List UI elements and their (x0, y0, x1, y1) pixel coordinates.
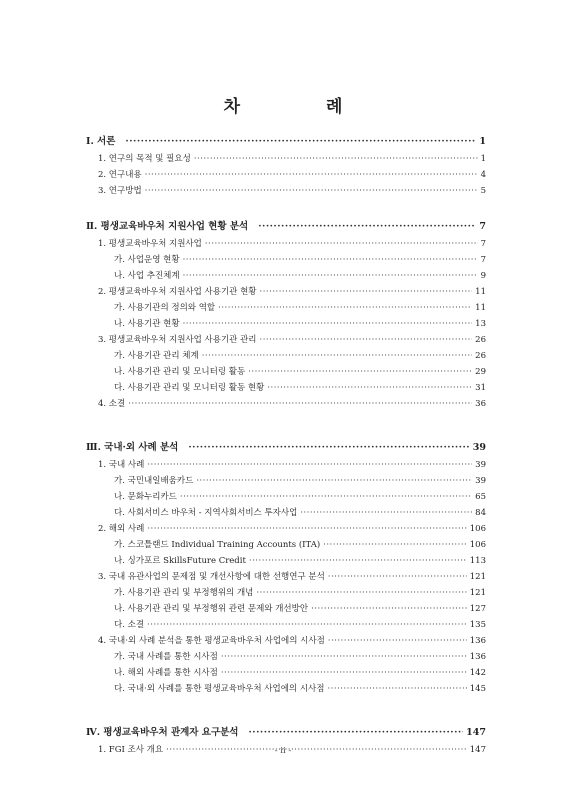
toc-leader-dots (260, 284, 473, 300)
toc-leader-dots (147, 521, 466, 537)
toc-item-label: 3. 연구방법 (98, 186, 142, 196)
toc-item-label: 가. 국민내일배움카드 (114, 476, 194, 486)
section-spacer (86, 199, 486, 218)
toc-subitem[interactable] (86, 601, 486, 617)
toc-item-label: 2. 평생교육바우처 지원사업 사용기관 현황 (98, 287, 257, 297)
toc-leader-dots (221, 649, 467, 665)
toc-leader-dots (145, 167, 478, 183)
toc-subitem[interactable] (86, 681, 486, 697)
toc-item[interactable] (86, 457, 486, 473)
toc-leader-dots (202, 348, 472, 364)
toc-page-number: 31 (475, 383, 486, 393)
toc-page-number: 136 (469, 652, 486, 662)
toc-subitem[interactable] (86, 380, 486, 396)
toc-item-label: 나. 문화누리카드 (114, 492, 177, 502)
toc-page-number: 29 (475, 367, 486, 377)
toc-leader-dots (183, 252, 478, 268)
toc-page-number: 11 (475, 303, 486, 313)
toc-page-number: 142 (469, 668, 486, 678)
toc-page-number: 39 (475, 460, 486, 470)
toc-page-number: 121 (469, 572, 486, 582)
toc-subitem[interactable] (86, 537, 486, 553)
toc-section-label: Ⅰ. 서론 (86, 136, 116, 147)
page-number: - ii - (274, 746, 292, 756)
toc-item-label: 1. FGI 조사 개요 (98, 745, 164, 755)
toc-leader-dots (249, 724, 464, 742)
toc-leader-dots (327, 681, 466, 697)
toc-page-number: 36 (475, 399, 486, 409)
toc-leader-dots (328, 633, 467, 649)
toc-page-number: 7 (480, 239, 486, 249)
toc-subitem[interactable] (86, 268, 486, 284)
section-spacer (86, 412, 486, 439)
toc-item-label: 나. 싱가포르 SkillsFuture Credit (114, 556, 246, 566)
toc-subitem[interactable] (86, 473, 486, 489)
toc-page-number: 135 (469, 620, 486, 630)
toc-subitem[interactable] (86, 252, 486, 268)
toc-item-label: 2. 해외 사례 (98, 524, 145, 534)
toc-leader-dots (196, 473, 472, 489)
toc-page-number: 127 (469, 604, 486, 614)
toc-leader-dots (256, 585, 466, 601)
toc-section-label: Ⅲ. 국내·외 사례 분석 (86, 442, 179, 453)
toc-item-label: 가. 사용기관 관리 체계 (114, 351, 199, 361)
toc-item[interactable] (86, 167, 486, 183)
toc-leader-dots (180, 489, 472, 505)
toc-item-label: 4. 소결 (98, 399, 126, 409)
toc-item-label: 가. 스코틀랜드 Individual Training Accounts (ITA) (114, 540, 321, 550)
toc-leader-dots (323, 537, 467, 553)
toc-leader-dots (194, 151, 478, 167)
toc-item-label: 다. 소결 (114, 620, 145, 630)
toc-item-label: 나. 사용기관 현황 (114, 319, 180, 329)
toc-page-number: 106 (469, 524, 486, 534)
toc-subitem[interactable] (86, 489, 486, 505)
toc-item[interactable] (86, 569, 486, 585)
toc-subitem[interactable] (86, 553, 486, 569)
toc-subitem[interactable] (86, 665, 486, 681)
toc-page-number: 7 (479, 221, 486, 232)
toc-leader-dots (145, 183, 478, 199)
toc-subitem[interactable] (86, 300, 486, 316)
toc-item-label: 나. 사용기관 관리 및 모니터링 활동 (114, 367, 246, 377)
toc-item-label: 가. 국내 사례를 통한 시사점 (114, 652, 218, 662)
toc-section-heading[interactable] (86, 218, 486, 236)
toc-page-number: 113 (469, 556, 486, 566)
toc-section-heading[interactable] (86, 724, 486, 742)
toc-item-label: 가. 사용기관의 정의와 역할 (114, 303, 216, 313)
toc-leader-dots (248, 364, 472, 380)
toc-leader-dots (218, 300, 472, 316)
toc-page-number: 65 (475, 492, 486, 502)
section-spacer (86, 697, 486, 724)
toc-leader-dots (147, 457, 472, 473)
toc-item-label: 2. 연구내용 (98, 170, 142, 180)
toc-page-number: 106 (469, 540, 486, 550)
toc-leader-dots (183, 268, 478, 284)
toc-leader-dots (300, 505, 472, 521)
toc-item-label: 가. 사업운영 현황 (114, 255, 180, 265)
toc-leader-dots (205, 236, 478, 252)
toc-leader-dots (125, 133, 476, 151)
toc-leader-dots (188, 439, 469, 457)
toc-page-number: 26 (475, 351, 486, 361)
toc-item[interactable] (86, 236, 486, 252)
toc-section-label: Ⅳ. 평생교육바우처 관계자 요구분석 (86, 727, 239, 738)
toc-item-label: 1. 평생교육바우처 지원사업 (98, 239, 202, 249)
table-of-contents (86, 133, 486, 758)
toc-page-number: 26 (475, 335, 486, 345)
toc-item-label: 나. 사용기관 관리 및 부정행위 관련 문제와 개선방안 (114, 604, 309, 614)
toc-leader-dots (267, 380, 472, 396)
toc-item-label: 다. 사회서비스 바우처 - 지역사회서비스 투자사업 (114, 508, 298, 518)
toc-subitem[interactable] (86, 505, 486, 521)
toc-page-number: 121 (469, 588, 486, 598)
toc-leader-dots (311, 601, 467, 617)
toc-item[interactable] (86, 633, 486, 649)
toc-item-label: 다. 사용기관 관리 및 모니터링 활동 현황 (114, 383, 265, 393)
toc-page-number: 5 (480, 186, 486, 196)
toc-page-number: 9 (480, 271, 486, 281)
toc-page-number: 1 (479, 136, 486, 147)
toc-page-number: 13 (475, 319, 486, 329)
toc-item-label: 다. 국내·외 사례를 통한 평생교육바우처 사업에의 시사점 (114, 684, 325, 694)
toc-item[interactable] (86, 521, 486, 537)
toc-subitem[interactable] (86, 364, 486, 380)
toc-item[interactable] (86, 284, 486, 300)
toc-leader-dots (128, 396, 472, 412)
toc-leader-dots (249, 553, 467, 569)
toc-page-number: 39 (472, 442, 486, 453)
toc-item[interactable] (86, 332, 486, 348)
toc-subitem[interactable] (86, 649, 486, 665)
toc-item-label: 1. 국내 사례 (98, 460, 145, 470)
toc-item-label: 4. 국내·외 사례 분석을 통한 평생교육바우처 사업에의 시사점 (98, 636, 325, 646)
toc-item[interactable] (86, 396, 486, 412)
toc-page-number: 145 (469, 684, 486, 694)
toc-subitem[interactable] (86, 617, 486, 633)
toc-section-heading[interactable] (86, 439, 486, 457)
toc-page-number: 147 (469, 745, 486, 755)
toc-section-label: Ⅱ. 평생교육바우처 지원사업 현황 분석 (86, 221, 249, 232)
toc-leader-dots (258, 218, 476, 236)
toc-leader-dots (328, 569, 467, 585)
toc-item[interactable] (86, 151, 486, 167)
toc-leader-dots (221, 665, 467, 681)
toc-subitem[interactable] (86, 348, 486, 364)
toc-item-label: 나. 해외 사례를 통한 시사점 (114, 668, 218, 678)
toc-leader-dots (147, 617, 467, 633)
toc-page-number: 136 (469, 636, 486, 646)
toc-item-label: 3. 평생교육바우처 지원사업 사용기관 관리 (98, 335, 257, 345)
toc-item-label: 1. 연구의 목적 및 필요성 (98, 154, 191, 164)
toc-leader-dots (183, 316, 473, 332)
toc-leader-dots (260, 332, 473, 348)
toc-item-label: 나. 사업 추진체계 (114, 271, 180, 281)
toc-page-number: 39 (475, 476, 486, 486)
toc-page-number: 147 (466, 727, 486, 738)
toc-subitem[interactable] (86, 316, 486, 332)
toc-section-heading[interactable] (86, 133, 486, 151)
toc-subitem[interactable] (86, 585, 486, 601)
page-title: 차 례 (223, 97, 383, 117)
toc-item-label: 3. 국내 유관사업의 문제점 및 개선사항에 대한 선행연구 분석 (98, 572, 325, 582)
toc-page-number: 1 (480, 154, 486, 164)
toc-item[interactable] (86, 183, 486, 199)
toc-item-label: 가. 사용기관 관리 및 부정행위의 개념 (114, 588, 254, 598)
toc-page-number: 11 (475, 287, 486, 297)
toc-page-number: 7 (480, 255, 486, 265)
toc-page-number: 84 (475, 508, 486, 518)
toc-page-number: 4 (480, 170, 486, 180)
